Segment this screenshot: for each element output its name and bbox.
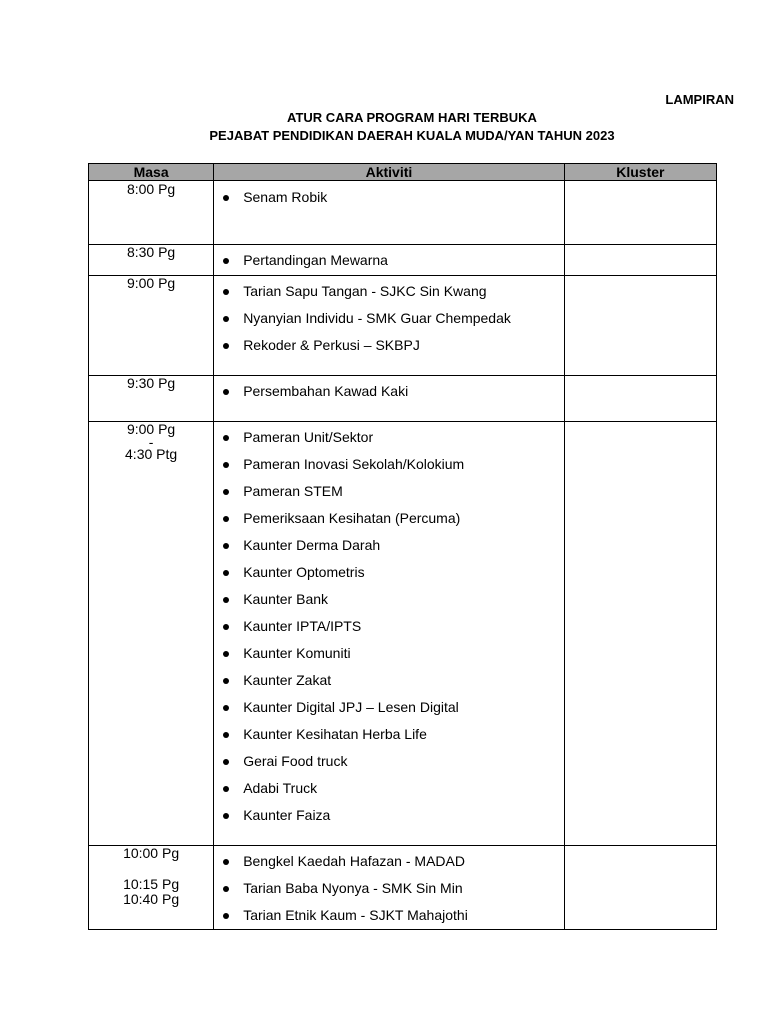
time-text: 9:00 Pg [126,421,176,437]
activity-text: Kaunter Kesihatan Herba Life [243,726,427,742]
activity-text: Bengkel Kaedah Hafazan - MADAD [243,853,465,869]
bullet-icon [223,195,229,201]
column-header-kluster: Kluster [564,164,716,181]
activity-item [214,478,564,505]
time-cell [89,422,214,846]
time-cell [89,276,214,376]
activity-item [214,694,564,721]
activity-text: Gerai Food truck [243,753,348,769]
activity-item [214,451,564,478]
bullet-icon [223,859,229,865]
activity-item [214,332,564,359]
time-cell [89,376,214,422]
bullet-icon [223,678,229,684]
activity-item [214,184,564,211]
bullet-icon [223,624,229,630]
activity-cell [214,181,565,245]
cluster-cell [564,846,716,930]
time-cell [89,846,214,930]
activity-text: Kaunter Optometris [243,564,365,580]
activity-text: Kaunter Faiza [243,807,331,823]
activity-text: Tarian Etnik Kaum - SJKT Mahajothi [243,907,468,923]
table-row [89,846,717,930]
activity-cell [214,376,565,422]
activity-text: Kaunter Komuniti [243,645,351,661]
activity-text: Kaunter Digital JPJ – Lesen Digital [243,699,459,715]
document-subtitle: PEJABAT PENDIDIKAN DAERAH KUALA MUDA/YAN TAHUN 2023 [209,128,615,143]
activity-text: Nyanyian Individu - SMK Guar Chempedak [243,310,511,326]
bullet-icon [223,389,229,395]
bullet-icon [223,913,229,919]
time-text: 4:30 Ptg [125,446,178,462]
activity-item [214,305,564,332]
table-row [89,181,717,245]
activity-text: Adabi Truck [243,780,318,796]
activity-text: Pemeriksaan Kesihatan (Percuma) [243,510,461,526]
activity-item [214,848,564,875]
time-text: 8:30 Pg [126,244,176,260]
activity-text: Kaunter Bank [243,591,329,607]
bullet-icon [223,289,229,295]
time-text: 10:00 Pg [123,845,180,861]
bullet-icon [223,786,229,792]
bullet-icon [223,732,229,738]
table-header-row [89,164,717,181]
activity-cell [214,245,565,276]
bullet-icon [223,543,229,549]
activity-cell [214,846,565,930]
time-cell [89,181,214,245]
time-text: 8:00 Pg [126,181,176,197]
activity-text: Rekoder & Perkusi – SKBPJ [243,337,420,353]
activity-item [214,802,564,829]
activity-text: Tarian Baba Nyonya - SMK Sin Min [243,880,463,896]
cluster-cell [564,422,716,846]
activity-text: Kaunter IPTA/IPTS [243,618,362,634]
activity-item [214,775,564,802]
bullet-icon [223,516,229,522]
bullet-icon [223,489,229,495]
activity-cell [214,422,565,846]
table-row [89,376,717,422]
activity-item [214,278,564,305]
table-row [89,422,717,846]
activity-text: Pertandingan Mewarna [243,252,388,268]
activity-text: Senam Robik [243,189,328,205]
bullet-icon [223,343,229,349]
bullet-icon [223,316,229,322]
time-cell [89,245,214,276]
activity-item [214,424,564,451]
column-header-aktiviti: Aktiviti [214,164,565,181]
activity-item [214,721,564,748]
activity-item [214,559,564,586]
time-text: 10:15 Pg [123,876,180,892]
activity-item [214,247,564,274]
bullet-icon [223,705,229,711]
bullet-icon [223,759,229,765]
cluster-cell [564,276,716,376]
activity-item [214,505,564,532]
bullet-icon [223,651,229,657]
bullet-icon [223,435,229,441]
activity-item [214,667,564,694]
time-text: 9:30 Pg [126,375,176,391]
time-text: - [148,434,154,450]
activity-text: Kaunter Derma Darah [243,537,381,553]
activity-text: Tarian Sapu Tangan - SJKC Sin Kwang [243,283,487,299]
table-row [89,276,717,376]
bullet-icon [223,570,229,576]
time-text: 10:40 Pg [123,891,180,907]
bullet-icon [223,597,229,603]
cluster-cell [564,181,716,245]
activity-item [214,378,564,405]
activity-item [214,586,564,613]
bullet-icon [223,462,229,468]
activity-item [214,532,564,559]
activity-text: Pameran Inovasi Sekolah/Kolokium [243,456,465,472]
activity-text: Pameran STEM [243,483,343,499]
bullet-icon [223,886,229,892]
activity-text: Persembahan Kawad Kaki [243,383,409,399]
time-text: 9:00 Pg [126,275,176,291]
cluster-cell [564,376,716,422]
bullet-icon [223,813,229,819]
document-title: ATUR CARA PROGRAM HARI TERBUKA [287,110,537,125]
activity-text: Pameran Unit/Sektor [243,429,374,445]
schedule-table [88,163,717,930]
activity-text: Kaunter Zakat [243,672,332,688]
bullet-icon [223,258,229,264]
cluster-cell [564,245,716,276]
activity-item [214,613,564,640]
activity-item [214,748,564,775]
table-row [89,245,717,276]
activity-cell [214,276,565,376]
appendix-label: LAMPIRAN [665,92,734,107]
activity-item [214,640,564,667]
column-header-masa: Masa [89,164,214,181]
activity-item [214,902,564,929]
activity-item [214,875,564,902]
